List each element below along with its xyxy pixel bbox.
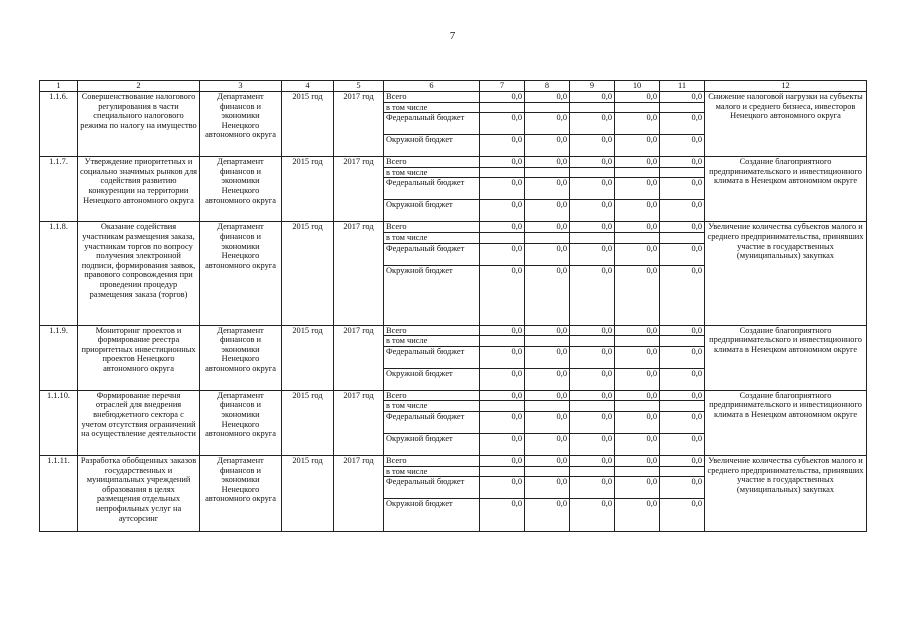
- measure-name: Утверждение приоритетных и социально значимых рынков для содействия развитию конкуренции на территории Ненецкого автономного округа: [78, 157, 200, 222]
- funding-value: 0,0: [480, 113, 525, 135]
- funding-value: 0,0: [480, 477, 525, 499]
- funding-value: [570, 466, 615, 477]
- funding-source: Федеральный бюджет: [384, 411, 480, 433]
- funding-value: 0,0: [615, 135, 660, 157]
- funding-value: [525, 167, 570, 178]
- page-number: 7: [449, 30, 456, 42]
- expected-result: Создание благоприятного предпринимательского и инвестиционного климата в Ненецком автономном округе: [705, 390, 867, 455]
- funding-value: [480, 102, 525, 113]
- funding-source: Окружной бюджет: [384, 135, 480, 157]
- funding-value: 0,0: [660, 325, 705, 336]
- funding-value: 0,0: [660, 390, 705, 401]
- funding-value: 0,0: [525, 346, 570, 368]
- funding-value: 0,0: [525, 325, 570, 336]
- funding-value: [660, 167, 705, 178]
- funding-value: 0,0: [480, 455, 525, 466]
- funding-value: 0,0: [570, 92, 615, 103]
- measure-id: 1.1.11.: [40, 455, 78, 531]
- funding-value: 0,0: [480, 157, 525, 168]
- funding-value: 0,0: [480, 265, 525, 325]
- measure-executor: Департамент финансов и экономики Ненецкого автономного округа: [200, 157, 282, 222]
- funding-value: 0,0: [480, 92, 525, 103]
- measure-row: [40, 92, 867, 103]
- funding-value: [570, 167, 615, 178]
- funding-value: 0,0: [570, 135, 615, 157]
- column-header: 9: [570, 81, 615, 92]
- funding-value: 0,0: [480, 368, 525, 390]
- column-header: 1: [40, 81, 78, 92]
- funding-value: [480, 167, 525, 178]
- measure-start: 2015 год: [282, 222, 334, 325]
- measure-start: 2015 год: [282, 455, 334, 531]
- funding-value: 0,0: [660, 135, 705, 157]
- column-number-row: [40, 81, 867, 92]
- funding-value: [615, 167, 660, 178]
- funding-value: [615, 466, 660, 477]
- funding-value: [660, 102, 705, 113]
- funding-value: 0,0: [660, 477, 705, 499]
- funding-value: 0,0: [660, 265, 705, 325]
- funding-value: 0,0: [480, 499, 525, 532]
- funding-source: Окружной бюджет: [384, 433, 480, 455]
- funding-value: 0,0: [570, 222, 615, 233]
- funding-value: 0,0: [570, 178, 615, 200]
- measure-executor: Департамент финансов и экономики Ненецкого автономного округа: [200, 325, 282, 390]
- funding-value: 0,0: [570, 455, 615, 466]
- funding-value: 0,0: [660, 157, 705, 168]
- funding-value: [660, 232, 705, 243]
- funding-value: [570, 336, 615, 347]
- funding-value: 0,0: [570, 411, 615, 433]
- funding-value: 0,0: [525, 113, 570, 135]
- funding-value: [660, 401, 705, 412]
- funding-value: 0,0: [570, 243, 615, 265]
- funding-value: 0,0: [525, 265, 570, 325]
- funding-value: 0,0: [615, 499, 660, 532]
- measure-end: 2017 год: [334, 390, 384, 455]
- funding-source: Федеральный бюджет: [384, 113, 480, 135]
- measure-row: [40, 157, 867, 168]
- measure-id: 1.1.6.: [40, 92, 78, 157]
- funding-source: Федеральный бюджет: [384, 346, 480, 368]
- measure-id: 1.1.8.: [40, 222, 78, 325]
- funding-source: в том числе: [384, 336, 480, 347]
- funding-value: 0,0: [660, 178, 705, 200]
- measure-name: Разработка обобщенных заказов государственных и муниципальных учреждений образования в целях размещения отдельных непрофильных услуг на аутсорсинг: [78, 455, 200, 531]
- column-header: 6: [384, 81, 480, 92]
- funding-value: 0,0: [660, 455, 705, 466]
- measure-id: 1.1.10.: [40, 390, 78, 455]
- column-header: 4: [282, 81, 334, 92]
- funding-value: 0,0: [480, 411, 525, 433]
- funding-value: 0,0: [660, 411, 705, 433]
- funding-value: 0,0: [480, 390, 525, 401]
- funding-value: 0,0: [570, 346, 615, 368]
- funding-source: Всего: [384, 390, 480, 401]
- expected-result: Снижение налоговой нагрузки на субъекты малого и среднего бизнеса, инвесторов Ненецкого автономного округа: [705, 92, 867, 157]
- funding-source: Всего: [384, 325, 480, 336]
- measure-end: 2017 год: [334, 92, 384, 157]
- funding-value: 0,0: [660, 346, 705, 368]
- funding-value: 0,0: [525, 390, 570, 401]
- funding-source: Окружной бюджет: [384, 368, 480, 390]
- column-header: 8: [525, 81, 570, 92]
- funding-source: Всего: [384, 455, 480, 466]
- funding-source: в том числе: [384, 232, 480, 243]
- funding-source: в том числе: [384, 167, 480, 178]
- measure-name: Формирование перечня отраслей для внедрения внебюджетного сектора с учетом отсутствия ограничений на осуществление деятельности: [78, 390, 200, 455]
- funding-value: 0,0: [480, 222, 525, 233]
- funding-value: 0,0: [480, 346, 525, 368]
- funding-value: 0,0: [525, 455, 570, 466]
- measure-end: 2017 год: [334, 455, 384, 531]
- funding-value: [525, 466, 570, 477]
- funding-value: 0,0: [660, 368, 705, 390]
- measure-row: [40, 455, 867, 466]
- funding-value: 0,0: [570, 265, 615, 325]
- measure-executor: Департамент финансов и экономики Ненецкого автономного округа: [200, 92, 282, 157]
- funding-source: Всего: [384, 157, 480, 168]
- funding-value: 0,0: [525, 411, 570, 433]
- column-header: 5: [334, 81, 384, 92]
- measure-row: [40, 390, 867, 401]
- funding-value: 0,0: [660, 222, 705, 233]
- measure-start: 2015 год: [282, 325, 334, 390]
- measure-name: Совершенствование налогового регулирования в части специального налогового режима по налогу на имущество: [78, 92, 200, 157]
- funding-source: Всего: [384, 222, 480, 233]
- funding-value: 0,0: [615, 113, 660, 135]
- funding-value: 0,0: [480, 325, 525, 336]
- column-header: 2: [78, 81, 200, 92]
- measure-name: Мониторинг проектов и формирование реестра приоритетных инвестиционных проектов Ненецкого автономного округа: [78, 325, 200, 390]
- funding-value: 0,0: [615, 477, 660, 499]
- funding-value: 0,0: [660, 92, 705, 103]
- measure-end: 2017 год: [334, 325, 384, 390]
- funding-source: Окружной бюджет: [384, 265, 480, 325]
- measure-executor: Департамент финансов и экономики Ненецкого автономного округа: [200, 390, 282, 455]
- funding-value: [615, 336, 660, 347]
- funding-value: 0,0: [615, 455, 660, 466]
- funding-value: [570, 102, 615, 113]
- funding-value: 0,0: [660, 243, 705, 265]
- funding-value: 0,0: [570, 200, 615, 222]
- funding-source: в том числе: [384, 466, 480, 477]
- funding-value: [660, 336, 705, 347]
- funding-source: Федеральный бюджет: [384, 243, 480, 265]
- funding-value: 0,0: [615, 222, 660, 233]
- funding-value: 0,0: [570, 368, 615, 390]
- funding-value: 0,0: [660, 433, 705, 455]
- measure-row: [40, 325, 867, 336]
- funding-value: [480, 466, 525, 477]
- funding-value: 0,0: [480, 178, 525, 200]
- funding-value: 0,0: [525, 135, 570, 157]
- funding-value: 0,0: [480, 433, 525, 455]
- funding-source: Всего: [384, 92, 480, 103]
- funding-value: 0,0: [525, 477, 570, 499]
- measure-start: 2015 год: [282, 390, 334, 455]
- funding-value: 0,0: [570, 325, 615, 336]
- funding-value: 0,0: [525, 433, 570, 455]
- funding-value: 0,0: [570, 113, 615, 135]
- funding-value: 0,0: [615, 178, 660, 200]
- funding-value: 0,0: [615, 368, 660, 390]
- funding-value: [480, 336, 525, 347]
- measure-id: 1.1.9.: [40, 325, 78, 390]
- funding-value: 0,0: [615, 433, 660, 455]
- measure-start: 2015 год: [282, 92, 334, 157]
- funding-value: [480, 232, 525, 243]
- measure-end: 2017 год: [334, 222, 384, 325]
- measure-end: 2017 год: [334, 157, 384, 222]
- funding-value: 0,0: [570, 433, 615, 455]
- column-header: 12: [705, 81, 867, 92]
- funding-value: [660, 466, 705, 477]
- expected-result: Увеличение количества субъектов малого и среднего предпринимательства, принявших участие в государственных (муниципальных) закупках: [705, 455, 867, 531]
- funding-value: [615, 232, 660, 243]
- funding-value: 0,0: [525, 243, 570, 265]
- funding-value: 0,0: [570, 499, 615, 532]
- funding-value: 0,0: [660, 113, 705, 135]
- measure-id: 1.1.7.: [40, 157, 78, 222]
- funding-value: [525, 336, 570, 347]
- funding-value: 0,0: [660, 499, 705, 532]
- expected-result: Увеличение количества субъектов малого и среднего предпринимательства, принявших участие в государственных (муниципальных) закупках: [705, 222, 867, 325]
- funding-value: 0,0: [615, 411, 660, 433]
- funding-value: [525, 401, 570, 412]
- funding-value: [480, 401, 525, 412]
- funding-value: 0,0: [525, 222, 570, 233]
- funding-value: 0,0: [570, 390, 615, 401]
- funding-value: 0,0: [525, 178, 570, 200]
- funding-source: Федеральный бюджет: [384, 178, 480, 200]
- funding-value: [615, 401, 660, 412]
- funding-value: [570, 232, 615, 243]
- funding-source: Федеральный бюджет: [384, 477, 480, 499]
- funding-value: 0,0: [570, 157, 615, 168]
- funding-value: [525, 232, 570, 243]
- measures-table: [39, 80, 867, 532]
- funding-value: 0,0: [615, 265, 660, 325]
- funding-value: [615, 102, 660, 113]
- measure-executor: Департамент финансов и экономики Ненецкого автономного округа: [200, 455, 282, 531]
- expected-result: Создание благоприятного предпринимательского и инвестиционного климата в Ненецком автономном округе: [705, 325, 867, 390]
- funding-value: 0,0: [525, 92, 570, 103]
- funding-value: 0,0: [525, 499, 570, 532]
- funding-value: 0,0: [615, 243, 660, 265]
- funding-value: 0,0: [570, 477, 615, 499]
- funding-value: 0,0: [615, 157, 660, 168]
- funding-value: [570, 401, 615, 412]
- expected-result: Создание благоприятного предпринимательского и инвестиционного климата в Ненецком автономном округе: [705, 157, 867, 222]
- funding-value: 0,0: [525, 157, 570, 168]
- funding-source: Окружной бюджет: [384, 499, 480, 532]
- column-header: 3: [200, 81, 282, 92]
- column-header: 7: [480, 81, 525, 92]
- funding-value: [525, 102, 570, 113]
- funding-source: в том числе: [384, 102, 480, 113]
- measure-name: Оказание содействия участникам размещения заказа, участникам торгов по вопросу получения электронной подписи, формирования заявок, правового сопровождения при проведении процедур размещения заказа (торгов): [78, 222, 200, 325]
- funding-value: 0,0: [615, 346, 660, 368]
- funding-source: в том числе: [384, 401, 480, 412]
- funding-value: 0,0: [615, 390, 660, 401]
- funding-value: 0,0: [525, 200, 570, 222]
- funding-value: 0,0: [525, 368, 570, 390]
- column-header: 11: [660, 81, 705, 92]
- funding-value: 0,0: [615, 92, 660, 103]
- column-header: 10: [615, 81, 660, 92]
- funding-value: 0,0: [480, 200, 525, 222]
- funding-value: 0,0: [615, 325, 660, 336]
- funding-value: 0,0: [480, 135, 525, 157]
- funding-value: 0,0: [615, 200, 660, 222]
- measure-executor: Департамент финансов и экономики Ненецкого автономного округа: [200, 222, 282, 325]
- measure-start: 2015 год: [282, 157, 334, 222]
- funding-source: Окружной бюджет: [384, 200, 480, 222]
- measure-row: [40, 222, 867, 233]
- funding-value: 0,0: [480, 243, 525, 265]
- funding-value: 0,0: [660, 200, 705, 222]
